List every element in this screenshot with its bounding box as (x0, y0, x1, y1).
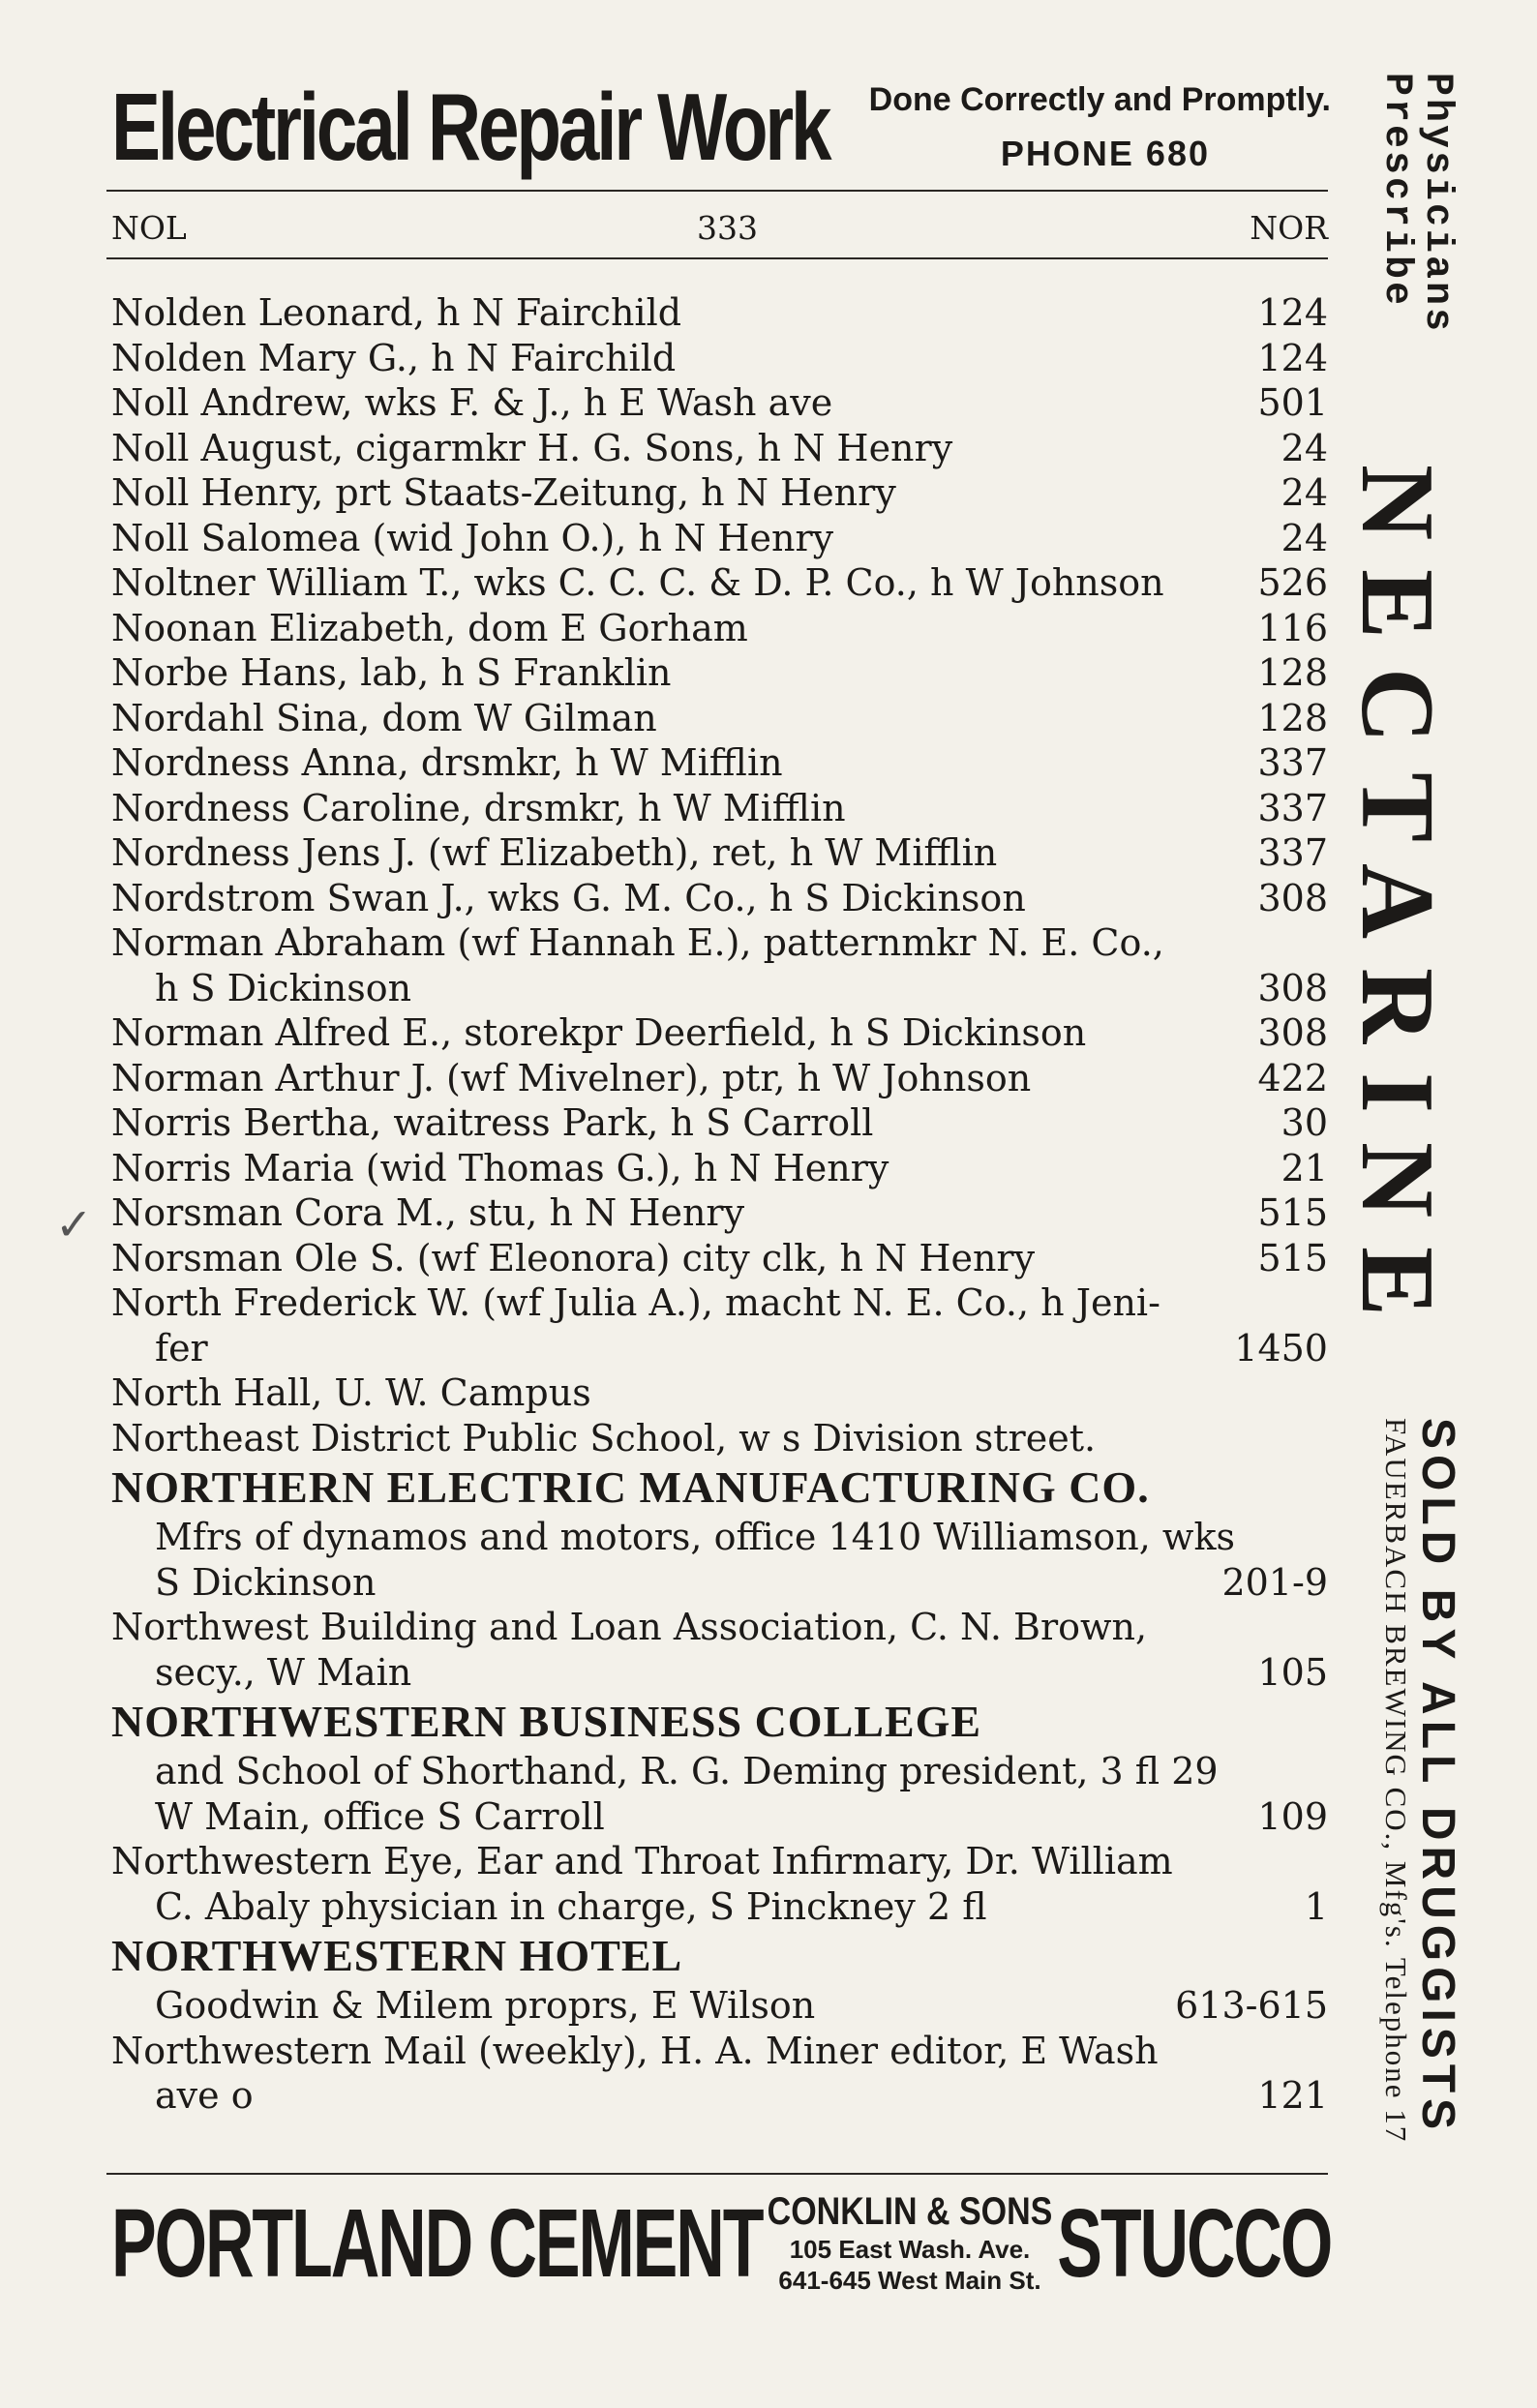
ad-tagline: Done Correctly and Promptly. (868, 81, 1331, 118)
entry-number: 422 (1257, 1056, 1328, 1099)
running-head (111, 209, 1328, 248)
entry-text: Goodwin & Milem proprs, E Wilson (155, 1984, 816, 2027)
directory-entry (111, 290, 1328, 336)
directory-entry (111, 426, 1328, 471)
directory-entry (111, 336, 1328, 381)
directory-entry (111, 1839, 1328, 1884)
header-rule-bottom (106, 257, 1328, 259)
guide-word-right: NOR (1250, 209, 1328, 247)
entry-heading (111, 1929, 1328, 1983)
directory-entry (111, 1370, 1328, 1416)
directory-entry (111, 830, 1328, 876)
directory-entry (111, 920, 1328, 966)
entry-text: and School of Shorthand, R. G. Deming president, 3 fl 29 (155, 1750, 1219, 1792)
directory-entry (111, 696, 1328, 741)
entry-text: Norsman Ole S. (wf Eleonora) city clk, h N Henry (111, 1236, 1036, 1279)
entry-number: 124 (1257, 291, 1328, 334)
entry-number: 201-9 (1221, 1560, 1328, 1604)
entry-text: W Main, office S Carroll (155, 1794, 605, 1838)
directory-entry (111, 1190, 1328, 1236)
entry-number: 501 (1257, 381, 1328, 424)
bottom-advertisement (111, 2189, 1331, 2315)
entry-text: Nordstrom Swan J., wks G. M. Co., h S Dickinson (111, 876, 1026, 919)
ad-address-2: 641-645 West Main St. (778, 2266, 1041, 2295)
directory-entry (111, 2029, 1328, 2074)
entry-text: Northwestern Mail (weekly), H. A. Miner editor, E Wash (111, 2029, 1159, 2072)
entry-number: 124 (1257, 336, 1328, 379)
directory-entry (111, 1560, 1328, 1606)
entry-text: Nordahl Sina, dom W Gilman (111, 696, 657, 739)
entry-text: Noll Andrew, wks F. & J., h E Wash ave (111, 381, 833, 424)
entry-text: Northwest Building and Loan Association, C. N. Brown, (111, 1606, 1148, 1648)
ad-company-name: CONKLIN & SONS (767, 2190, 1053, 2233)
entry-text: Norsman Cora M., stu, h N Henry (111, 1191, 745, 1234)
entry-number: 121 (1257, 2074, 1328, 2117)
entry-number: 128 (1257, 696, 1328, 739)
side-ad-prescribe: Prescribe (1374, 73, 1418, 309)
entry-number: 515 (1257, 1191, 1328, 1234)
side-ad-sold-by: SOLD BY ALL DRUGGISTS (1412, 1418, 1463, 2136)
entry-number: 30 (1281, 1101, 1328, 1144)
directory-entry (111, 380, 1328, 426)
entry-number: 109 (1257, 1794, 1328, 1838)
guide-word-left: NOL (111, 209, 187, 247)
directory-entries (111, 290, 1328, 2119)
entry-heading (111, 1695, 1328, 1749)
ad-headline: Electrical Repair Work (111, 74, 829, 180)
entry-number: 526 (1257, 561, 1328, 604)
checkmark-annotation: ✓ (55, 1198, 93, 1250)
directory-entry (111, 1010, 1328, 1056)
directory-entry (111, 516, 1328, 561)
entry-text: h S Dickinson (155, 966, 412, 1009)
entry-text: Noll Salomea (wid John O.), h N Henry (111, 516, 834, 559)
entry-text: Nolden Leonard, h N Fairchild (111, 291, 682, 334)
directory-entry (111, 1056, 1328, 1101)
ad-address-1: 105 East Wash. Ave. (789, 2235, 1031, 2264)
entry-number: 128 (1257, 651, 1328, 694)
side-ad-physicians: Physicians (1415, 73, 1459, 335)
directory-entry (111, 1416, 1328, 1461)
directory-entry (111, 1326, 1328, 1371)
entry-number: 308 (1257, 1011, 1328, 1054)
entry-text: Noll Henry, prt Staats-Zeitung, h N Henry (111, 471, 896, 514)
entry-number: 337 (1257, 786, 1328, 829)
entry-text: Nordness Caroline, drsmkr, h W Mifflin (111, 786, 846, 829)
entry-text: Noll August, cigarmkr H. G. Sons, h N Henry (111, 426, 953, 469)
entry-number: 308 (1257, 876, 1328, 919)
entry-text: Norbe Hans, lab, h S Franklin (111, 651, 672, 694)
ad-portland-cement: PORTLAND CEMENT (111, 2189, 763, 2298)
entry-number: 337 (1257, 831, 1328, 874)
entry-number: 515 (1257, 1236, 1328, 1279)
entry-number: 105 (1257, 1650, 1328, 1694)
entry-number: 1 (1304, 1884, 1328, 1928)
ad-phone: PHONE 680 (1000, 134, 1210, 173)
entry-heading (111, 1460, 1328, 1515)
directory-entry (111, 740, 1328, 786)
entry-text: Norman Abraham (wf Hannah E.), patternmkr N. E. Co., (111, 921, 1164, 964)
entry-text: North Frederick W. (wf Julia A.), macht N. E. Co., h Jeni- (111, 1281, 1160, 1324)
side-ad-brand: NECTARINE (1340, 465, 1455, 1346)
entry-text: Nolden Mary G., h N Fairchild (111, 336, 677, 379)
directory-entry (111, 470, 1328, 516)
directory-entry (111, 1605, 1328, 1650)
entry-text: C. Abaly physician in charge, S Pinckney 2 fl (155, 1884, 987, 1928)
directory-entry (111, 1146, 1328, 1191)
directory-entry (111, 1650, 1328, 1696)
directory-entry (111, 1884, 1328, 1930)
directory-entry (111, 560, 1328, 606)
footer-rule (106, 2173, 1328, 2175)
entry-text: Northeast District Public School, w s Division street. (111, 1416, 1097, 1460)
side-ad-maker: FAUERBACH BREWING CO., Mfg's. Telephone 17 (1379, 1418, 1413, 2144)
entry-text: ave o (155, 2074, 254, 2117)
ad-company-block (740, 2189, 1079, 2296)
directory-entry (111, 1749, 1328, 1794)
entry-number: 24 (1281, 426, 1328, 469)
entry-text: Norman Alfred E., storekpr Deerfield, h S Dickinson (111, 1011, 1087, 1054)
entry-number: 337 (1257, 741, 1328, 784)
entry-number: 1450 (1234, 1326, 1328, 1370)
entry-text: fer (155, 1326, 208, 1370)
entry-text: Noltner William T., wks C. C. C. & D. P. Co., h W Johnson (111, 561, 1164, 604)
entry-number: 308 (1257, 966, 1328, 1009)
directory-entry (111, 876, 1328, 921)
entry-text: Mfrs of dynamos and motors, office 1410 Williamson, wks (155, 1516, 1235, 1558)
entry-text: secy., W Main (155, 1650, 412, 1694)
directory-entry (111, 1280, 1328, 1326)
entry-text: Nordness Jens J. (wf Elizabeth), ret, h W Mifflin (111, 831, 998, 874)
entry-text: Norris Bertha, waitress Park, h S Carroll (111, 1101, 874, 1144)
header-rule-top (106, 190, 1328, 192)
entry-text: Nordness Anna, drsmkr, h W Mifflin (111, 741, 783, 784)
entry-number: 613-615 (1175, 1984, 1328, 2027)
directory-entry (111, 606, 1328, 651)
directory-entry (111, 966, 1328, 1011)
entry-text: NORTHERN ELECTRIC MANUFACTURING CO. (111, 1462, 1150, 1512)
ad-stucco: STUCCO (1057, 2189, 1331, 2298)
directory-entry (111, 1236, 1328, 1281)
entry-number: 116 (1257, 606, 1328, 649)
directory-entry (111, 1983, 1328, 2029)
directory-entry (111, 786, 1328, 831)
directory-entry (111, 650, 1328, 696)
entry-text: NORTHWESTERN HOTEL (111, 1931, 683, 1980)
side-advertisement (1340, 58, 1466, 2381)
entry-number: 24 (1281, 516, 1328, 559)
directory-entry (111, 1515, 1328, 1560)
entry-text: NORTHWESTERN BUSINESS COLLEGE (111, 1697, 982, 1746)
entry-text: North Hall, U. W. Campus (111, 1371, 591, 1414)
top-advertisement (111, 68, 1331, 184)
page-number: 333 (697, 209, 758, 247)
directory-entry (111, 1100, 1328, 1146)
directory-entry (111, 2073, 1328, 2119)
entry-text: S Dickinson (155, 1560, 377, 1604)
directory-entry (111, 1794, 1328, 1840)
entry-number: 21 (1281, 1146, 1328, 1189)
entry-text: Northwestern Eye, Ear and Throat Infirmary, Dr. William (111, 1840, 1173, 1882)
entry-text: Noonan Elizabeth, dom E Gorham (111, 606, 748, 649)
entry-text: Norris Maria (wid Thomas G.), h N Henry (111, 1146, 889, 1189)
entry-text: Norman Arthur J. (wf Mivelner), ptr, h W Johnson (111, 1056, 1032, 1099)
entry-number: 24 (1281, 471, 1328, 514)
